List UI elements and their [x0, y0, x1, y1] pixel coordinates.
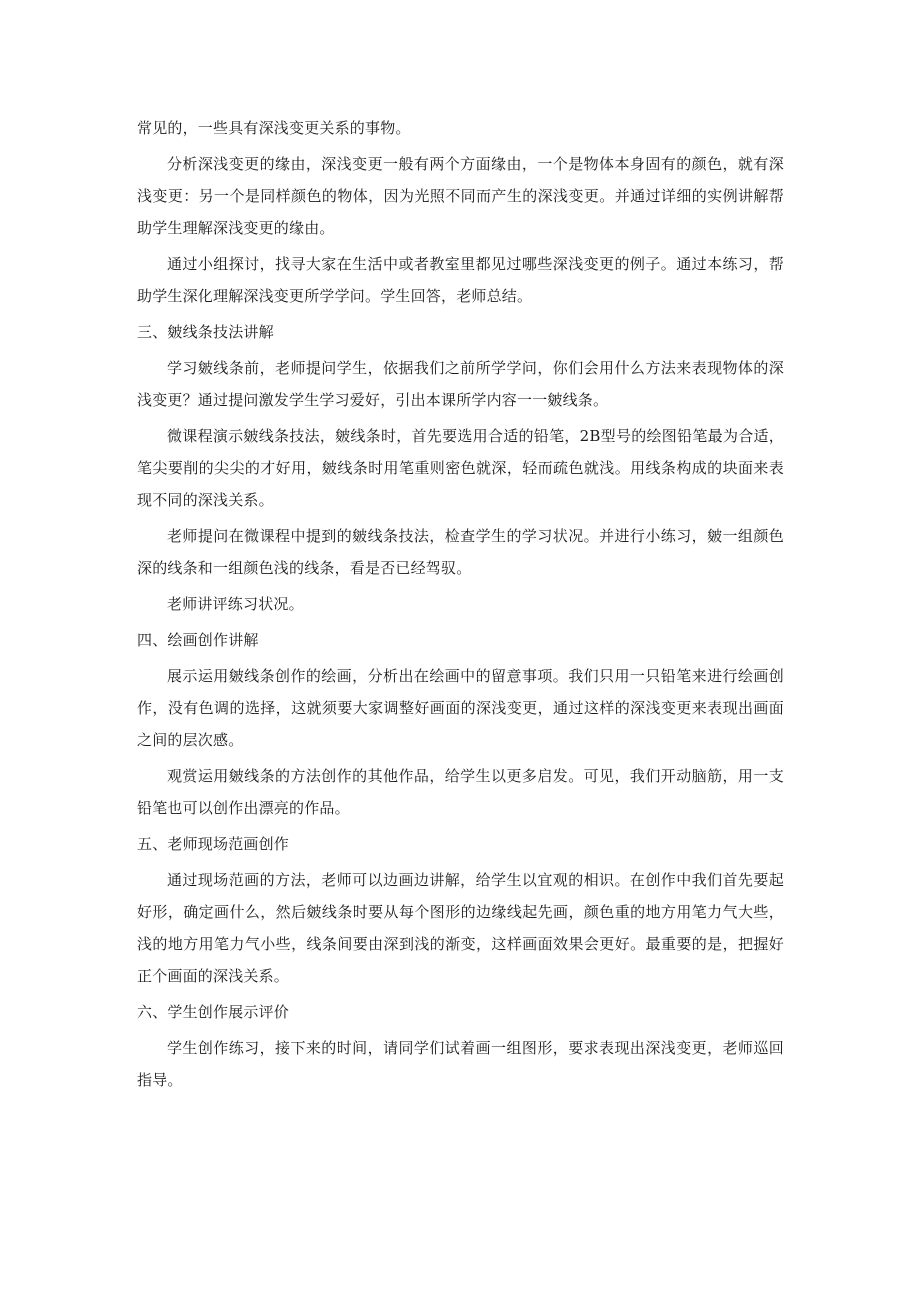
paragraph: 老师讲评练习状况。 — [167, 595, 304, 613]
section-heading: 四、绘画创作讲解 — [137, 631, 259, 649]
paragraph: 通过小组探讨，找寻大家在生活中或者教室里都见过哪些深浅变更的例子。通过本练习，帮助学生深化理解深浅变更所学学问。学生回答，老师总结。 — [137, 255, 784, 305]
paragraph: 分析深浅变更的缘由，深浅变更一般有两个方面缘由，一个是物体本身固有的颜色，就有深浅变更：另一个是同样颜色的物体，因为光照不同而产生的深浅变更。并通过详细的实例讲解帮助学生理解深浅变更的缘由。 — [137, 155, 784, 237]
paragraph: 通过现场范画的方法，老师可以边画边讲解，给学生以宜观的相识。在创作中我们首先要起好形，确定画什么，然后皴线条时要从每个图形的边缘线起先画，颜色重的地方用笔力气大些，浅的地方用笔力气小些，线条间要由深到浅的渐变，这样画面效果会更好。最重要的是，把握好正个画面的深浅关系。 — [137, 871, 784, 985]
paragraph: 学习皴线条前，老师提问学生，依据我们之前所学学问，你们会用什么方法来表现物体的深浅变更？通过提问激发学生学习爱好，引出本课所学内容一一皴线条。 — [137, 359, 784, 409]
paragraph: 学生创作练习，接下来的时间，请同学们试着画一组图形，要求表现出深浅变更，老师巡回指导。 — [137, 1039, 784, 1089]
paragraph: 微课程演示皴线条技法，皴线条时，首先要选用合适的铅笔，2B型号的绘图铅笔最为合适，笔尖要削的尖尖的才好用，皴线条时用笔重则密色就深，轻而疏色就浅。用线条构成的块面来表现不同的深浅关系。 — [137, 427, 784, 509]
document-page — [137, 112, 784, 1100]
paragraph: 观赏运用皴线条的方法创作的其他作品，给学生以更多启发。可见，我们开动脑筋，用一支铅笔也可以创作出漂亮的作品。 — [137, 767, 784, 817]
paragraph: 常见的，一些具有深浅变更关系的事物。 — [137, 119, 411, 137]
section-heading: 五、老师现场范画创作 — [137, 835, 290, 853]
paragraph: 展示运用皴线条创作的绘画，分析出在绘画中的留意事项。我们只用一只铅笔来进行绘画创作，没有色调的选择，这就须要大家调整好画面的深浅变更，通过这样的深浅变更来表现出画面之间的层次感。 — [137, 667, 784, 749]
paragraph: 老师提问在微课程中提到的皴线条技法，检查学生的学习状况。并进行小练习，皴一组颜色深的线条和一组颜色浅的线条，看是否已经驾驭。 — [137, 527, 784, 577]
section-heading: 三、皴线条技法讲解 — [137, 323, 274, 341]
section-heading: 六、学生创作展示评价 — [137, 1003, 290, 1021]
